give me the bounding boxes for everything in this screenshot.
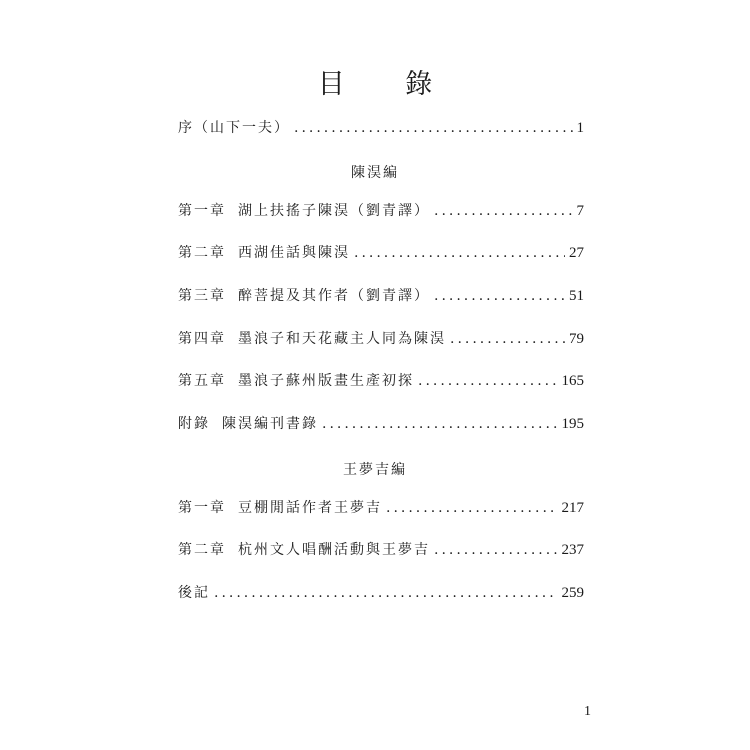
toc-page-number: 259 xyxy=(561,585,584,601)
toc-chapter-label: 第五章 xyxy=(178,373,226,389)
toc-entry-title: 豆棚閒話作者王夢吉 xyxy=(238,500,382,516)
toc-page-number: 79 xyxy=(569,331,584,347)
toc-chapter-label: 第四章 xyxy=(178,331,226,347)
toc-page-number: 165 xyxy=(561,373,584,389)
toc-page-number: 195 xyxy=(561,416,584,432)
toc-page-number: 27 xyxy=(569,245,584,261)
toc-page-number: 7 xyxy=(576,203,584,219)
toc-entry xyxy=(178,200,584,222)
toc-entry xyxy=(178,328,584,350)
toc-entry xyxy=(178,539,584,561)
leader-dots xyxy=(434,539,558,561)
leader-dots xyxy=(418,370,558,392)
toc-entry-title: 湖上扶搖子陳淏（劉青譯） xyxy=(238,203,430,219)
toc-entry-title: 杭州文人唱酬活動與王夢吉 xyxy=(238,542,430,558)
leader-dots xyxy=(386,497,558,519)
toc-chapter-label: 附錄 xyxy=(178,416,210,432)
leader-dots xyxy=(434,200,573,222)
toc-entry-title: 西湖佳話與陳淏 xyxy=(238,245,350,261)
toc-entry-title: 墨浪子和天花藏主人同為陳淏 xyxy=(238,331,446,347)
toc-entry xyxy=(178,285,584,307)
toc-chapter-label: 第一章 xyxy=(178,203,226,219)
toc-entry-preface xyxy=(178,117,584,139)
toc-chapter-label: 第三章 xyxy=(178,288,226,304)
toc-entry-appendix xyxy=(178,413,584,435)
section-heading: 陳淏編 xyxy=(351,165,399,181)
toc-entry-afterword xyxy=(178,582,584,604)
toc-entry-title: 陳淏編刊書錄 xyxy=(222,416,318,432)
leader-dots xyxy=(214,582,558,604)
leader-dots xyxy=(450,328,565,350)
toc-entry-title: 墨浪子蘇州版畫生產初探 xyxy=(238,373,414,389)
toc-page-number: 1 xyxy=(576,120,584,136)
toc-entry xyxy=(178,242,584,264)
leader-dots xyxy=(434,285,565,307)
toc-entry xyxy=(178,497,584,519)
leader-dots xyxy=(294,117,573,139)
toc-entry-title: 序（山下一夫） xyxy=(178,120,290,136)
section-heading: 王夢吉編 xyxy=(343,462,407,478)
toc-chapter-label: 第二章 xyxy=(178,245,226,261)
toc-entry-title: 後記 xyxy=(178,585,210,601)
toc-page-number: 217 xyxy=(561,500,584,516)
leader-dots xyxy=(354,242,565,264)
toc-page-number: 237 xyxy=(561,542,584,558)
toc-entry xyxy=(178,370,584,392)
footer-page-number: 1 xyxy=(584,704,591,719)
toc-page-number: 51 xyxy=(569,288,584,304)
toc-entry-title: 醉菩提及其作者（劉青譯） xyxy=(238,288,430,304)
page-title: 目 錄 xyxy=(317,69,459,100)
toc-chapter-label: 第二章 xyxy=(178,542,226,558)
toc-chapter-label: 第一章 xyxy=(178,500,226,516)
leader-dots xyxy=(322,413,558,435)
